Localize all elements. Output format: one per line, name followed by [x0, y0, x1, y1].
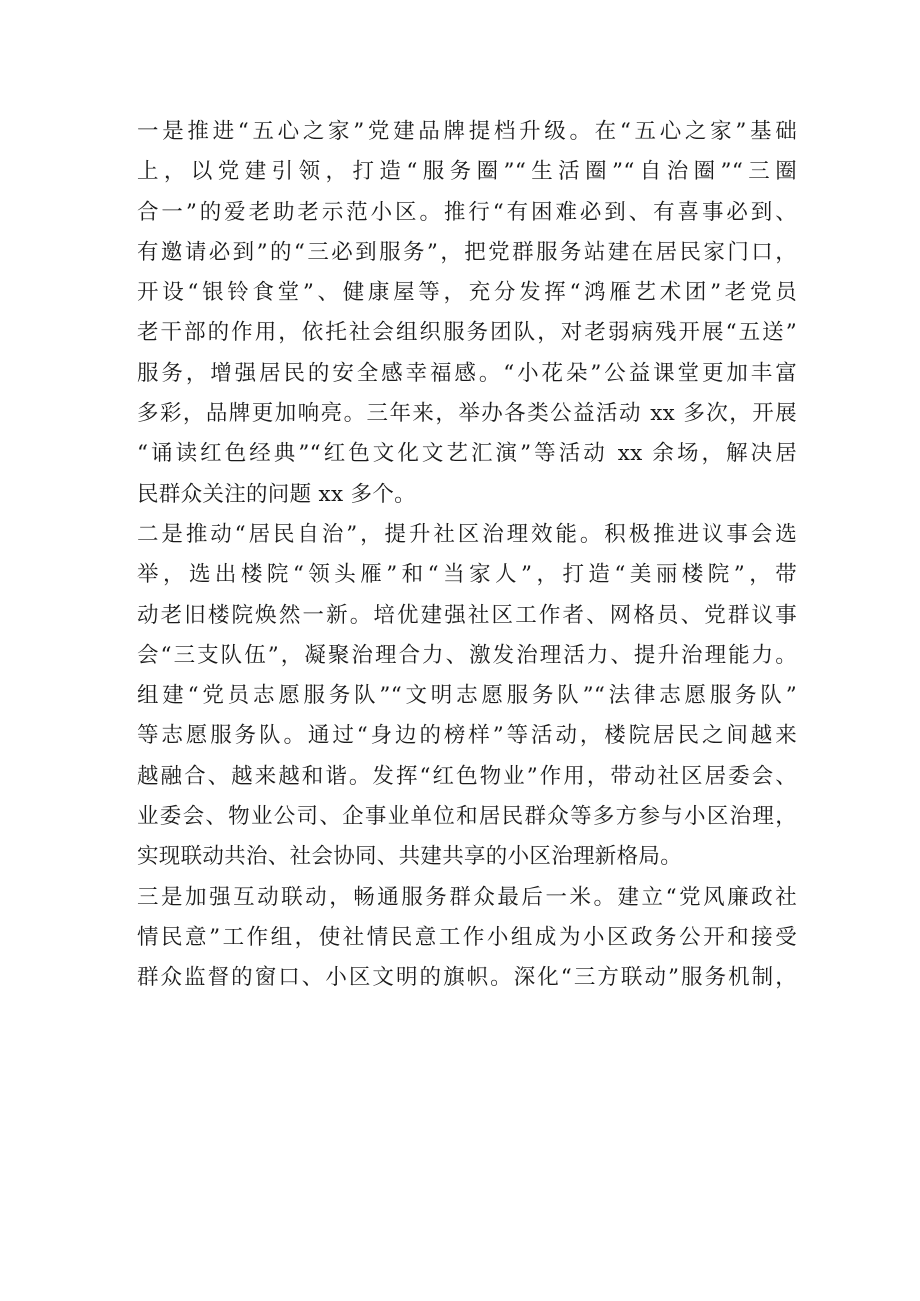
- text-line: 实现联动共治、社会协同、共建共享的小区治理新格局。: [137, 844, 683, 870]
- text-line: 合一”的爱老助老示范小区。推行“有困难必到、有喜事必到、: [137, 199, 797, 225]
- document-body: [137, 112, 797, 999]
- text-line: 等志愿服务队。通过“身边的榜样”等活动，楼院居民之间越来: [137, 723, 797, 749]
- text-line: 组建“党员志愿服务队”“文明志愿服务队”“法律志愿服务队”: [137, 683, 797, 709]
- paragraph-1: [137, 112, 797, 515]
- paragraph-3: [137, 878, 797, 999]
- text-line: 动老旧楼院焕然一新。培优建强社区工作者、网格员、党群议事: [137, 602, 797, 628]
- text-line: 一是推进“五心之家”党建品牌提档升级。在“五心之家”基础: [137, 119, 797, 144]
- text-line: 上，以党建引领，打造“服务圈”“生活圈”“自治圈”“三圈: [137, 159, 797, 185]
- text-line: 有邀请必到”的“三必到服务”，把党群服务站建在居民家门口，: [137, 239, 797, 265]
- text-line: 民群众关注的问题 xx 多个。: [137, 481, 416, 507]
- text-line: 群众监督的窗口、小区文明的旗帜。深化“三方联动”服务机制，: [137, 965, 797, 991]
- text-line: “诵读红色经典”“红色文化文艺汇演”等活动 xx 余场，解决居: [137, 441, 797, 467]
- text-line: 业委会、物业公司、企事业单位和居民群众等多方参与小区治理，: [137, 804, 797, 830]
- text-line: 老干部的作用，依托社会组织服务团队，对老弱病残开展“五送”: [137, 320, 797, 346]
- text-line: 越融合、越来越和谐。发挥“红色物业”作用，带动社区居委会、: [137, 763, 797, 789]
- text-line: 举，选出楼院“领头雁”和“当家人”，打造“美丽楼院”，带: [137, 562, 797, 588]
- text-line: 多彩，品牌更加响亮。三年来，举办各类公益活动 xx 多次，开展: [137, 401, 797, 427]
- text-line: 情民意”工作组，使社情民意工作小组成为小区政务公开和接受: [137, 924, 797, 950]
- text-line: 服务，增强居民的安全感幸福感。“小花朵”公益课堂更加丰富: [137, 360, 797, 386]
- text-line: 会“三支队伍”，凝聚治理合力、激发治理活力、提升治理能力。: [137, 642, 797, 668]
- paragraph-2: [137, 515, 797, 878]
- text-line: 开设“银铃食堂”、健康屋等，充分发挥“鸿雁艺术团”老党员: [137, 280, 797, 306]
- text-line: 三是加强互动联动，畅通服务群众最后一米。建立“党风廉政社: [137, 884, 797, 910]
- text-line: 二是推动“居民自治”，提升社区治理效能。积极推进议事会选: [137, 521, 797, 547]
